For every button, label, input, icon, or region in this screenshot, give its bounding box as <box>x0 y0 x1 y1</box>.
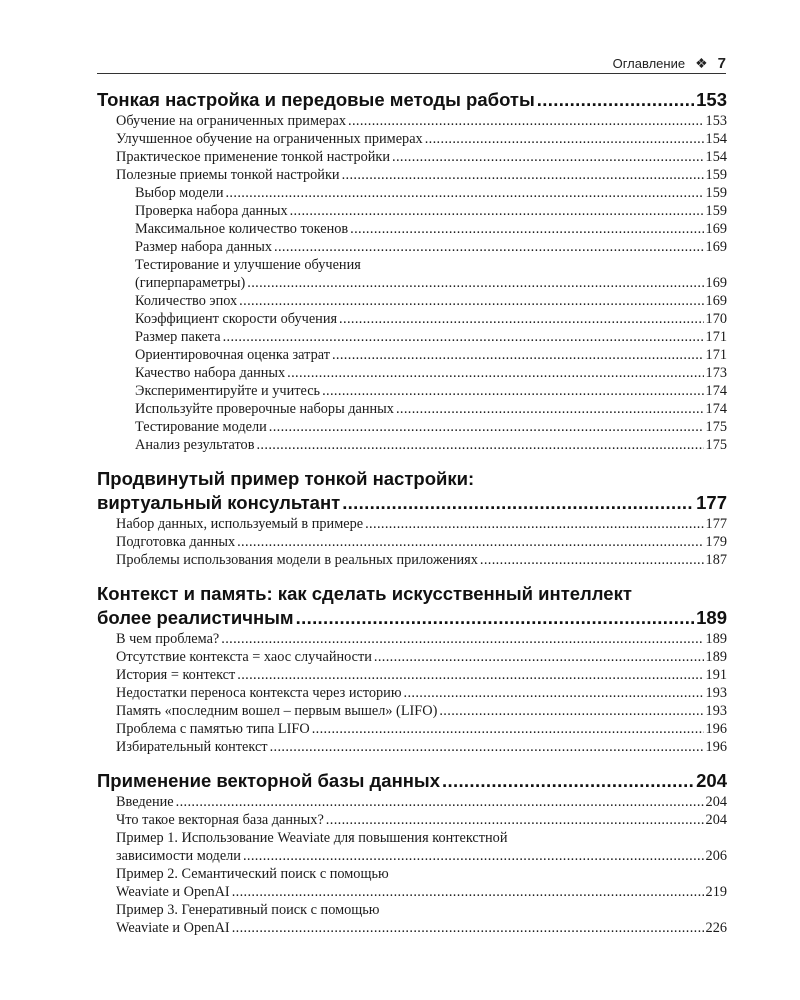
toc-entry <box>97 666 727 684</box>
toc-entry-page: 189 <box>705 649 727 665</box>
toc-entry <box>97 515 727 533</box>
toc-entry <box>97 112 727 130</box>
toc-entry-title: История = контекст <box>116 667 236 683</box>
toc-entry <box>97 328 727 346</box>
chapter-block <box>97 88 727 454</box>
toc-entry-page: 174 <box>705 401 727 417</box>
dot-leader <box>232 883 704 901</box>
dot-leader <box>342 166 704 184</box>
chapter-title-line: Контекст и память: как сделать искусственный интеллект <box>97 583 632 604</box>
dot-leader <box>274 238 704 256</box>
toc-entry-page: 196 <box>705 721 727 737</box>
dot-leader <box>322 382 703 400</box>
toc-entry <box>97 238 727 256</box>
running-header <box>97 52 726 74</box>
toc-entry-page: 189 <box>705 631 727 647</box>
dot-leader <box>537 88 694 112</box>
toc-entry-page: 187 <box>705 552 727 568</box>
toc-entry-page: 193 <box>705 685 727 701</box>
dot-leader <box>404 684 704 702</box>
dot-leader <box>221 630 703 648</box>
chapter-page-number: 153 <box>696 89 727 110</box>
chapter-block <box>97 769 727 937</box>
header-rule <box>97 73 726 74</box>
toc-entry-page: 169 <box>705 275 727 291</box>
toc-entry-page: 174 <box>705 383 727 399</box>
dot-leader <box>232 919 704 937</box>
toc-entry <box>97 400 727 418</box>
toc-entry-page: 153 <box>705 113 727 129</box>
toc-entry-title: Обучение на ограниченных примерах <box>116 113 346 129</box>
toc-entry <box>97 418 727 436</box>
toc-entry-title: Избирательный контекст <box>116 739 268 755</box>
toc-entry-page: 159 <box>705 203 727 219</box>
toc-entry-title: Практическое применение тонкой настройки <box>116 149 391 165</box>
toc-entry-page: 204 <box>705 812 727 828</box>
dot-leader <box>256 436 703 454</box>
toc-entry-title: Полезные приемы тонкой настройки <box>116 167 340 183</box>
toc-entry-page: 175 <box>705 419 727 435</box>
toc-entry-title: зависимости модели <box>116 848 241 864</box>
toc-entry <box>97 364 727 382</box>
toc-entry <box>97 919 727 937</box>
toc-entry-line: Пример 2. Семантический поиск с помощью <box>116 866 389 882</box>
dot-leader <box>439 702 703 720</box>
toc-entry-page: 154 <box>705 149 727 165</box>
toc-entry-page: 226 <box>705 920 727 936</box>
toc-entry-title: Количество эпох <box>135 293 238 309</box>
toc-entry <box>97 310 727 328</box>
toc-entry-line: Пример 1. Использование Weaviate для повышения контекстной <box>116 830 508 846</box>
toc-entry-title: Качество набора данных <box>135 365 286 381</box>
toc-entry-page: 206 <box>705 848 727 864</box>
toc-entry-title: Используйте проверочные наборы данных <box>135 401 394 417</box>
toc-entry <box>97 811 727 829</box>
toc-entry <box>97 382 727 400</box>
toc-entry-page: 159 <box>705 185 727 201</box>
toc-entry <box>97 533 727 551</box>
toc-entry <box>97 793 727 811</box>
dot-leader <box>225 184 703 202</box>
toc-entry-page: 191 <box>705 667 727 683</box>
toc-entry <box>97 684 727 702</box>
dot-leader <box>270 738 704 756</box>
toc-entry-page: 193 <box>705 703 727 719</box>
toc-entry-page: 171 <box>705 347 727 363</box>
toc-entry-page: 169 <box>705 221 727 237</box>
dot-leader <box>342 491 694 515</box>
toc-entry-title: Набор данных, используемый в примере <box>116 516 364 532</box>
chapter-title-row <box>97 88 727 112</box>
dot-leader <box>442 769 694 793</box>
dot-leader <box>237 666 703 684</box>
chapter-page-number: 189 <box>696 607 727 628</box>
toc-entry-page: 154 <box>705 131 727 147</box>
dot-leader <box>326 811 704 829</box>
toc-entry-page: 173 <box>705 365 727 381</box>
toc-entry <box>97 847 727 865</box>
chapter-title-row <box>97 606 727 630</box>
toc-entry <box>97 738 727 756</box>
toc-entry <box>97 148 727 166</box>
dot-leader <box>396 400 704 418</box>
toc-entry-line: Тестирование и улучшение обучения <box>135 257 361 273</box>
dot-leader <box>290 202 704 220</box>
dot-leader <box>237 533 703 551</box>
dot-leader <box>339 310 704 328</box>
toc-entry-title: Коэффициент скорости обучения <box>135 311 338 327</box>
dot-leader <box>350 220 703 238</box>
toc-entry-title: Проблемы использования модели в реальных приложениях <box>116 552 478 568</box>
toc-entry-title: Ориентировочная оценка затрат <box>135 347 330 363</box>
chapter-page-number: 204 <box>696 770 727 791</box>
toc-entry <box>97 166 727 184</box>
table-of-contents <box>97 88 727 937</box>
toc-entry <box>97 630 727 648</box>
toc-entry-title: Выбор модели <box>135 185 224 201</box>
chapter-block <box>97 467 727 569</box>
dot-leader <box>269 418 704 436</box>
dot-leader <box>223 328 704 346</box>
toc-entry-title: Размер набора данных <box>135 239 273 255</box>
dot-leader <box>247 274 703 292</box>
toc-entry-title: Что такое векторная база данных? <box>116 812 324 828</box>
dot-leader <box>312 720 704 738</box>
toc-entry-title: Подготовка данных <box>116 534 236 550</box>
chapter-title-row <box>97 769 727 793</box>
chapter-title: более реалистичным <box>97 607 294 628</box>
toc-entry <box>97 551 727 569</box>
toc-entry-title: Память «последним вошел – первым вышел» (LIFO) <box>116 703 438 719</box>
toc-entry-title: Максимальное количество токенов <box>135 221 349 237</box>
toc-entry <box>97 436 727 454</box>
toc-entry-page: 196 <box>705 739 727 755</box>
toc-entry-line: Пример 3. Генеративный поиск с помощью <box>116 902 380 918</box>
dot-leader <box>243 847 704 865</box>
toc-entry-page: 175 <box>705 437 727 453</box>
chapter-title-line: Продвинутый пример тонкой настройки: <box>97 468 475 489</box>
dot-leader <box>480 551 704 569</box>
dot-leader <box>287 364 703 382</box>
toc-entry-page: 171 <box>705 329 727 345</box>
toc-entry-title: В чем проблема? <box>116 631 220 647</box>
toc-entry <box>97 346 727 364</box>
toc-entry-title: Проверка набора данных <box>135 203 288 219</box>
running-header-section: Оглавление <box>612 55 686 71</box>
toc-entry <box>97 702 727 720</box>
chapter-page-number: 177 <box>696 492 727 513</box>
toc-entry-title: Введение <box>116 794 174 810</box>
toc-entry-title: Проблема с памятью типа LIFO <box>116 721 310 737</box>
toc-entry-page: 169 <box>705 239 727 255</box>
toc-entry-title: (гиперпараметры) <box>135 275 246 291</box>
toc-entry <box>97 648 727 666</box>
toc-entry-title: Weaviate и OpenAI <box>116 920 230 936</box>
toc-entry <box>97 274 727 292</box>
dot-leader <box>365 515 703 533</box>
toc-entry <box>97 720 727 738</box>
dot-leader <box>392 148 704 166</box>
toc-entry-title: Weaviate и OpenAI <box>116 884 230 900</box>
dot-leader <box>425 130 704 148</box>
toc-entry <box>97 202 727 220</box>
page-number: 7 <box>717 54 726 72</box>
chapter-title-row <box>97 491 727 515</box>
chapter-title: Применение векторной базы данных <box>97 770 441 791</box>
dot-leader <box>348 112 704 130</box>
toc-entry <box>97 883 727 901</box>
toc-entry-title: Размер пакета <box>135 329 221 345</box>
toc-entry-page: 204 <box>705 794 727 810</box>
toc-entry-title: Анализ результатов <box>135 437 255 453</box>
toc-entry-page: 219 <box>705 884 727 900</box>
toc-entry-title: Тестирование модели <box>135 419 267 435</box>
dot-leader <box>332 346 704 364</box>
dot-leader <box>176 793 704 811</box>
chapter-title: Тонкая настройка и передовые методы работы <box>97 89 535 110</box>
toc-entry <box>97 184 727 202</box>
toc-entry-title: Экспериментируйте и учитесь <box>135 383 321 399</box>
toc-entry <box>97 292 727 310</box>
ornament-icon: ❖ <box>695 54 708 71</box>
chapter-title: виртуальный консультант <box>97 492 341 513</box>
toc-entry-page: 170 <box>705 311 727 327</box>
toc-entry-page: 159 <box>705 167 727 183</box>
toc-entry-title: Улучшенное обучение на ограниченных примерах <box>116 131 423 147</box>
toc-entry-title: Отсутствие контекста = хаос случайности <box>116 649 372 665</box>
toc-entry-page: 177 <box>705 516 727 532</box>
dot-leader <box>239 292 703 310</box>
chapter-block <box>97 582 727 756</box>
toc-entry <box>97 220 727 238</box>
toc-entry <box>97 130 727 148</box>
toc-entry-page: 179 <box>705 534 727 550</box>
dot-leader <box>296 606 695 630</box>
toc-entry-page: 169 <box>705 293 727 309</box>
dot-leader <box>374 648 704 666</box>
toc-entry-title: Недостатки переноса контекста через историю <box>116 685 402 701</box>
